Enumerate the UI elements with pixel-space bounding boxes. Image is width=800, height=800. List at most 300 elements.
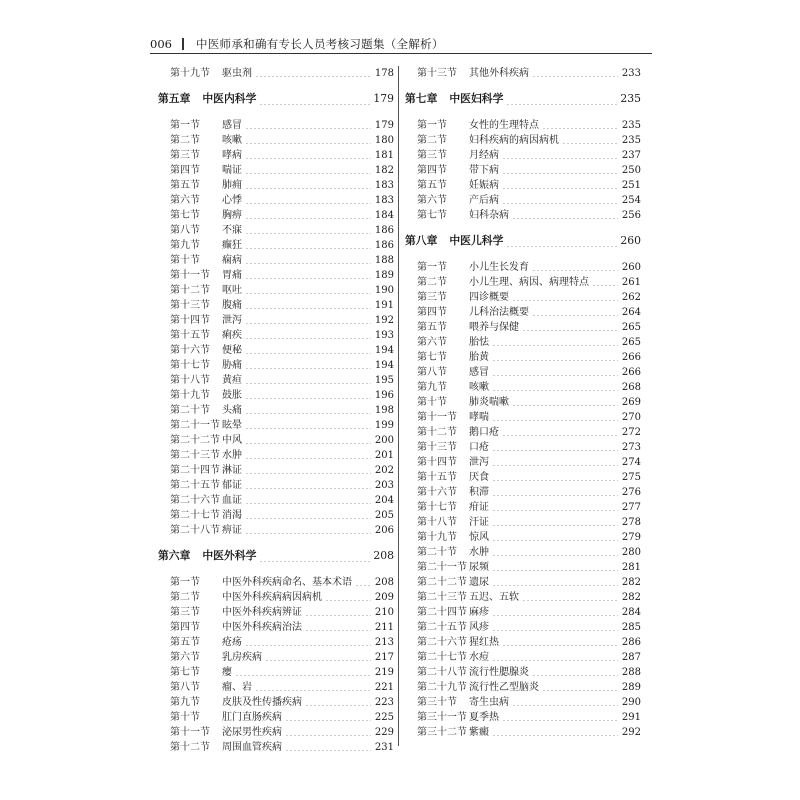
toc-entry-number: 第四节 <box>170 165 200 176</box>
toc-entry-number: 第六节 <box>170 195 200 206</box>
leader-dots <box>245 368 371 369</box>
toc-entry-number: 第二十三节 <box>170 450 220 461</box>
toc-section-entry <box>158 238 394 253</box>
toc-entry-title: 儿科治法概要 <box>469 307 529 318</box>
toc-section-entry <box>405 530 641 545</box>
toc-entry-page: 287 <box>621 652 641 663</box>
toc-entry-title: 腹痛 <box>222 300 242 311</box>
toc-section-entry <box>158 665 394 680</box>
toc-entry-title: 痢疾 <box>222 330 242 341</box>
leader-dots <box>562 143 618 144</box>
toc-entry-page: 289 <box>621 682 641 693</box>
leader-dots <box>245 518 371 519</box>
leader-dots <box>492 735 618 736</box>
toc-entry-title: 小儿生长发育 <box>469 262 529 273</box>
leader-dots <box>492 540 618 541</box>
toc-entry-number: 第二十八节 <box>417 667 467 678</box>
toc-entry-page: 265 <box>621 337 641 348</box>
leader-dots <box>522 330 618 331</box>
leader-dots <box>492 630 618 631</box>
toc-section-entry <box>158 193 394 208</box>
leader-dots <box>532 76 618 77</box>
toc-entry-page: 254 <box>621 195 641 206</box>
toc-section-entry <box>158 328 394 343</box>
toc-entry-number: 第十九节 <box>170 68 210 79</box>
toc-section-entry <box>158 298 394 313</box>
toc-entry-title: 紫癜 <box>469 727 489 738</box>
toc-section-entry <box>158 620 394 635</box>
toc-entry-page: 277 <box>621 502 641 513</box>
leader-dots <box>532 675 618 676</box>
toc-section-entry <box>158 433 394 448</box>
toc-entry-title: 夏季热 <box>469 712 499 723</box>
toc-entry-title: 鹅口疮 <box>469 427 499 438</box>
toc-entry-number: 第十九节 <box>417 532 457 543</box>
toc-entry-page: 266 <box>621 367 641 378</box>
toc-section-entry <box>158 148 394 163</box>
toc-entry-title: 五迟、五软 <box>469 592 519 603</box>
toc-entry-title: 汗证 <box>469 517 489 528</box>
leader-dots <box>492 360 618 361</box>
toc-entry-number: 第十一节 <box>417 412 457 423</box>
toc-section-entry <box>405 260 641 275</box>
leader-dots <box>245 143 371 144</box>
leader-dots <box>502 720 618 721</box>
toc-entry-page: 199 <box>374 420 394 431</box>
toc-entry-page: 291 <box>621 712 641 723</box>
leader-dots <box>512 705 618 706</box>
toc-entry-title: 妊娠病 <box>469 180 499 191</box>
toc-entry-number: 第十九节 <box>170 390 210 401</box>
leader-dots <box>245 503 371 504</box>
toc-entry-page: 270 <box>621 412 641 423</box>
toc-entry-page: 285 <box>621 622 641 633</box>
toc-section-entry <box>158 695 394 710</box>
leader-dots <box>492 510 618 511</box>
book-title: 中医师承和确有专长人员考核习题集（全解析） <box>195 37 444 51</box>
toc-entry-title: 中医妇科学 <box>449 92 504 105</box>
toc-section-entry <box>158 493 394 508</box>
leader-dots <box>492 555 618 556</box>
leader-dots <box>492 375 618 376</box>
toc-entry-title: 中风 <box>222 435 242 446</box>
toc-entry-page: 235 <box>621 135 641 146</box>
toc-entry-number: 第十五节 <box>170 330 210 341</box>
toc-entry-number: 第二十六节 <box>417 637 467 648</box>
toc-entry-number: 第五章 <box>158 92 191 105</box>
leader-dots <box>245 263 371 264</box>
toc-entry-page: 288 <box>621 667 641 678</box>
leader-dots <box>245 293 371 294</box>
toc-section-entry <box>405 133 641 148</box>
toc-entry-page: 231 <box>374 742 394 753</box>
toc-section-entry <box>405 590 641 605</box>
toc-entry-number: 第六节 <box>170 652 200 663</box>
leader-dots <box>502 435 618 436</box>
toc-entry-title: 水肿 <box>469 547 489 558</box>
toc-section-entry <box>405 680 641 695</box>
toc-entry-number: 第十节 <box>417 397 447 408</box>
toc-entry-title: 便秘 <box>222 345 242 356</box>
toc-section-entry <box>405 560 641 575</box>
leader-dots <box>245 128 371 129</box>
toc-entry-number: 第一节 <box>170 577 200 588</box>
toc-section-entry <box>405 410 641 425</box>
toc-entry-number: 第三十二节 <box>417 727 467 738</box>
toc-section-entry <box>158 650 394 665</box>
leader-dots <box>245 473 371 474</box>
leader-dots <box>502 173 618 174</box>
toc-entry-page: 208 <box>373 549 394 562</box>
toc-entry-number: 第十七节 <box>170 360 210 371</box>
toc-left-column <box>158 66 394 755</box>
toc-entry-title: 喂养与保健 <box>469 322 519 333</box>
toc-entry-number: 第二十五节 <box>417 622 467 633</box>
toc-section-entry <box>405 725 641 740</box>
toc-entry-page: 286 <box>621 637 641 648</box>
toc-section-entry <box>158 680 394 695</box>
toc-entry-page: 180 <box>374 135 394 146</box>
toc-entry-title: 中医外科学 <box>202 549 257 562</box>
toc-section-entry <box>405 485 641 500</box>
toc-section-entry <box>405 650 641 665</box>
toc-entry-title: 猩红热 <box>469 637 499 648</box>
toc-entry-number: 第十一节 <box>170 727 210 738</box>
leader-dots <box>532 315 618 316</box>
toc-entry-page: 256 <box>621 210 641 221</box>
toc-chapter-entry <box>158 545 394 566</box>
leader-dots <box>245 645 371 646</box>
toc-entry-page: 275 <box>621 472 641 483</box>
toc-entry-title: 中医外科疾病命名、基本术语 <box>222 577 352 588</box>
toc-entry-page: 204 <box>374 495 394 506</box>
toc-entry-page: 194 <box>374 345 394 356</box>
toc-section-entry <box>405 193 641 208</box>
leader-dots <box>305 705 371 706</box>
toc-entry-title: 中医外科疾病病因病机 <box>222 592 322 603</box>
toc-section-entry <box>405 515 641 530</box>
toc-entry-title: 瘿 <box>222 667 232 678</box>
toc-entry-number: 第七节 <box>170 210 200 221</box>
leader-dots <box>492 480 618 481</box>
leader-dots <box>492 525 618 526</box>
toc-entry-number: 第三十节 <box>417 697 457 708</box>
toc-entry-number: 第二十四节 <box>170 465 220 476</box>
toc-section-entry <box>158 253 394 268</box>
leader-dots <box>305 615 371 616</box>
toc-entry-title: 感冒 <box>469 367 489 378</box>
toc-entry-title: 淋证 <box>222 465 242 476</box>
toc-entry-page: 213 <box>374 637 394 648</box>
toc-entry-title: 郁证 <box>222 480 242 491</box>
toc-entry-page: 219 <box>374 667 394 678</box>
toc-entry-page: 229 <box>374 727 394 738</box>
toc-entry-page: 188 <box>374 255 394 266</box>
toc-entry-title: 其他外科疾病 <box>469 68 529 79</box>
leader-dots <box>285 720 371 721</box>
toc-section-entry <box>158 313 394 328</box>
toc-entry-number: 第十六节 <box>417 487 457 498</box>
toc-section-entry <box>158 118 394 133</box>
toc-chapter-entry <box>405 230 641 251</box>
toc-entry-number: 第六章 <box>158 549 191 562</box>
toc-entry-title: 遗尿 <box>469 577 489 588</box>
leader-dots <box>245 443 371 444</box>
toc-entry-page: 178 <box>374 68 394 79</box>
toc-entry-number: 第三节 <box>170 607 200 618</box>
toc-entry-page: 292 <box>621 727 641 738</box>
toc-entry-title: 泄泻 <box>222 315 242 326</box>
toc-entry-number: 第二节 <box>417 135 447 146</box>
toc-section-entry <box>158 635 394 650</box>
toc-entry-page: 186 <box>374 225 394 236</box>
toc-entry-title: 喘证 <box>222 165 242 176</box>
toc-entry-page: 260 <box>620 234 641 247</box>
toc-entry-number: 第十三节 <box>417 68 457 79</box>
toc-entry-number: 第四节 <box>170 622 200 633</box>
toc-section-entry <box>158 373 394 388</box>
leader-dots <box>245 278 371 279</box>
leader-dots <box>245 248 371 249</box>
toc-entry-title: 咳嗽 <box>469 382 489 393</box>
leader-dots <box>502 645 618 646</box>
toc-entry-title: 消渴 <box>222 510 242 521</box>
leader-dots <box>245 488 371 489</box>
toc-section-entry <box>405 710 641 725</box>
toc-entry-title: 胎怯 <box>469 337 489 348</box>
toc-entry-title: 痹证 <box>222 525 242 536</box>
toc-entry-page: 233 <box>621 68 641 79</box>
toc-entry-page: 189 <box>374 270 394 281</box>
leader-dots <box>492 615 618 616</box>
toc-entry-page: 198 <box>374 405 394 416</box>
toc-entry-page: 251 <box>621 180 641 191</box>
toc-entry-number: 第十八节 <box>417 517 457 528</box>
toc-entry-title: 小儿生理、病因、病理特点 <box>469 277 589 288</box>
toc-entry-title: 痫病 <box>222 255 242 266</box>
toc-entry-title: 女性的生理特点 <box>469 120 539 131</box>
leader-dots <box>502 158 618 159</box>
toc-entry-number: 第九节 <box>170 697 200 708</box>
toc-entry-number: 第二节 <box>170 592 200 603</box>
toc-section-entry <box>405 635 641 650</box>
leader-dots <box>532 270 618 271</box>
header-rule <box>150 53 652 54</box>
page-header <box>150 36 652 52</box>
leader-dots <box>492 465 618 466</box>
toc-entry-page: 280 <box>621 547 641 558</box>
toc-entry-number: 第十二节 <box>417 427 457 438</box>
toc-entry-number: 第二十三节 <box>417 592 467 603</box>
toc-section-entry <box>405 500 641 515</box>
toc-entry-page: 196 <box>374 390 394 401</box>
toc-entry-number: 第十二节 <box>170 285 210 296</box>
leader-dots <box>492 420 618 421</box>
toc-entry-title: 妇科杂病 <box>469 210 509 221</box>
toc-entry-page: 276 <box>621 487 641 498</box>
toc-entry-page: 265 <box>621 322 641 333</box>
toc-entry-title: 肛门直肠疾病 <box>222 712 282 723</box>
toc-entry-title: 黄疸 <box>222 375 242 386</box>
toc-section-entry <box>158 403 394 418</box>
leader-dots <box>492 450 618 451</box>
toc-section-entry <box>405 163 641 178</box>
toc-section-entry <box>158 448 394 463</box>
toc-entry-page: 260 <box>621 262 641 273</box>
toc-entry-title: 中医儿科学 <box>449 234 504 247</box>
toc-entry-number: 第十四节 <box>170 315 210 326</box>
leader-dots <box>492 570 618 571</box>
toc-entry-page: 225 <box>374 712 394 723</box>
toc-entry-title: 不寐 <box>222 225 242 236</box>
toc-entry-number: 第二十八节 <box>170 525 220 536</box>
toc-entry-title: 胸痹 <box>222 210 242 221</box>
toc-entry-page: 284 <box>621 607 641 618</box>
toc-entry-title: 四诊概要 <box>469 292 509 303</box>
toc-entry-page: 183 <box>374 180 394 191</box>
toc-entry-title: 呕吐 <box>222 285 242 296</box>
toc-entry-page: 221 <box>374 682 394 693</box>
toc-entry-number: 第五节 <box>417 322 447 333</box>
toc-entry-title: 胁痛 <box>222 360 242 371</box>
toc-entry-number: 第二节 <box>170 135 200 146</box>
toc-entry-number: 第五节 <box>170 637 200 648</box>
leader-dots <box>245 458 371 459</box>
toc-entry-number: 第十四节 <box>417 457 457 468</box>
toc-entry-title: 瘤、岩 <box>222 682 252 693</box>
toc-chapter-entry <box>405 88 641 109</box>
toc-entry-page: 195 <box>374 375 394 386</box>
leader-dots <box>522 600 618 601</box>
toc-entry-title: 流行性乙型脑炎 <box>469 682 539 693</box>
toc-section-entry <box>405 620 641 635</box>
toc-entry-page: 235 <box>620 92 641 105</box>
toc-entry-page: 205 <box>374 510 394 521</box>
toc-entry-title: 惊风 <box>469 532 489 543</box>
toc-entry-number: 第三节 <box>170 150 200 161</box>
leader-dots <box>492 495 618 496</box>
toc-entry-number: 第一节 <box>170 120 200 131</box>
toc-entry-number: 第三节 <box>417 150 447 161</box>
toc-section-entry <box>405 695 641 710</box>
toc-section-entry <box>405 440 641 455</box>
toc-section-entry <box>405 665 641 680</box>
toc-entry-page: 264 <box>621 307 641 318</box>
toc-entry-title: 乳房疾病 <box>222 652 262 663</box>
toc-entry-title: 口疮 <box>469 442 489 453</box>
toc-entry-number: 第七节 <box>417 352 447 363</box>
leader-dots <box>245 428 371 429</box>
toc-entry-title: 感冒 <box>222 120 242 131</box>
leader-dots <box>492 585 618 586</box>
toc-entry-page: 182 <box>374 165 394 176</box>
leader-dots <box>512 405 618 406</box>
leader-dots <box>502 203 618 204</box>
leader-dots <box>592 285 618 286</box>
toc-entry-page: 203 <box>374 480 394 491</box>
leader-dots <box>265 660 371 661</box>
toc-entry-number: 第十三节 <box>170 300 210 311</box>
toc-entry-number: 第十三节 <box>417 442 457 453</box>
toc-entry-title: 疳证 <box>469 502 489 513</box>
toc-section-entry <box>158 283 394 298</box>
toc-entry-number: 第六节 <box>417 195 447 206</box>
toc-section-entry <box>405 275 641 290</box>
toc-entry-title: 鼓胀 <box>222 390 242 401</box>
toc-section-entry <box>158 478 394 493</box>
leader-dots <box>245 323 371 324</box>
toc-entry-number: 第二十节 <box>417 547 457 558</box>
toc-entry-page: 202 <box>374 465 394 476</box>
toc-entry-title: 寄生虫病 <box>469 697 509 708</box>
toc-section-entry <box>405 290 641 305</box>
leader-dots <box>492 660 618 661</box>
leader-dots <box>245 353 371 354</box>
toc-section-entry <box>158 163 394 178</box>
toc-entry-number: 第十节 <box>170 255 200 266</box>
toc-entry-number: 第五节 <box>417 180 447 191</box>
toc-entry-title: 血证 <box>222 495 242 506</box>
toc-section-entry <box>158 710 394 725</box>
toc-entry-number: 第十一节 <box>170 270 210 281</box>
toc-entry-page: 193 <box>374 330 394 341</box>
toc-entry-page: 211 <box>374 622 394 633</box>
toc-entry-number: 第八章 <box>405 234 438 247</box>
toc-section-entry <box>158 463 394 478</box>
leader-dots <box>245 188 371 189</box>
toc-entry-page: 179 <box>374 120 394 131</box>
leader-dots <box>285 735 371 736</box>
toc-section-entry <box>158 725 394 740</box>
toc-entry-number: 第二十九节 <box>417 682 467 693</box>
toc-entry-number: 第七章 <box>405 92 438 105</box>
leader-dots <box>235 675 371 676</box>
leader-dots <box>255 76 371 77</box>
toc-entry-title: 风疹 <box>469 622 489 633</box>
leader-dots <box>259 561 370 562</box>
leader-dots <box>492 390 618 391</box>
toc-entry-title: 眩晕 <box>222 420 242 431</box>
toc-entry-title: 胎黄 <box>469 352 489 363</box>
toc-section-entry <box>158 740 394 755</box>
toc-entry-page: 210 <box>374 607 394 618</box>
toc-section-entry <box>405 305 641 320</box>
toc-entry-title: 肺痈 <box>222 180 242 191</box>
toc-entry-number: 第一节 <box>417 262 447 273</box>
leader-dots <box>245 158 371 159</box>
toc-entry-title: 流行性腮腺炎 <box>469 667 529 678</box>
toc-section-entry <box>405 365 641 380</box>
toc-entry-number: 第五节 <box>170 180 200 191</box>
toc-entry-title: 水肿 <box>222 450 242 461</box>
toc-entry-number: 第三节 <box>417 292 447 303</box>
toc-entry-title: 中医内科学 <box>202 92 257 105</box>
toc-entry-page: 191 <box>374 300 394 311</box>
toc-entry-title: 尿频 <box>469 562 489 573</box>
toc-entry-title: 心悸 <box>222 195 242 206</box>
toc-entry-page: 281 <box>621 562 641 573</box>
toc-section-entry <box>405 470 641 485</box>
toc-entry-title: 胃痛 <box>222 270 242 281</box>
leader-dots <box>245 533 371 534</box>
toc-entry-title: 水痘 <box>469 652 489 663</box>
leader-dots <box>512 300 618 301</box>
leader-dots <box>245 413 371 414</box>
toc-entry-page: 266 <box>621 352 641 363</box>
toc-section-entry <box>405 380 641 395</box>
leader-dots <box>542 128 618 129</box>
toc-entry-title: 妇科疾病的病因病机 <box>469 135 559 146</box>
